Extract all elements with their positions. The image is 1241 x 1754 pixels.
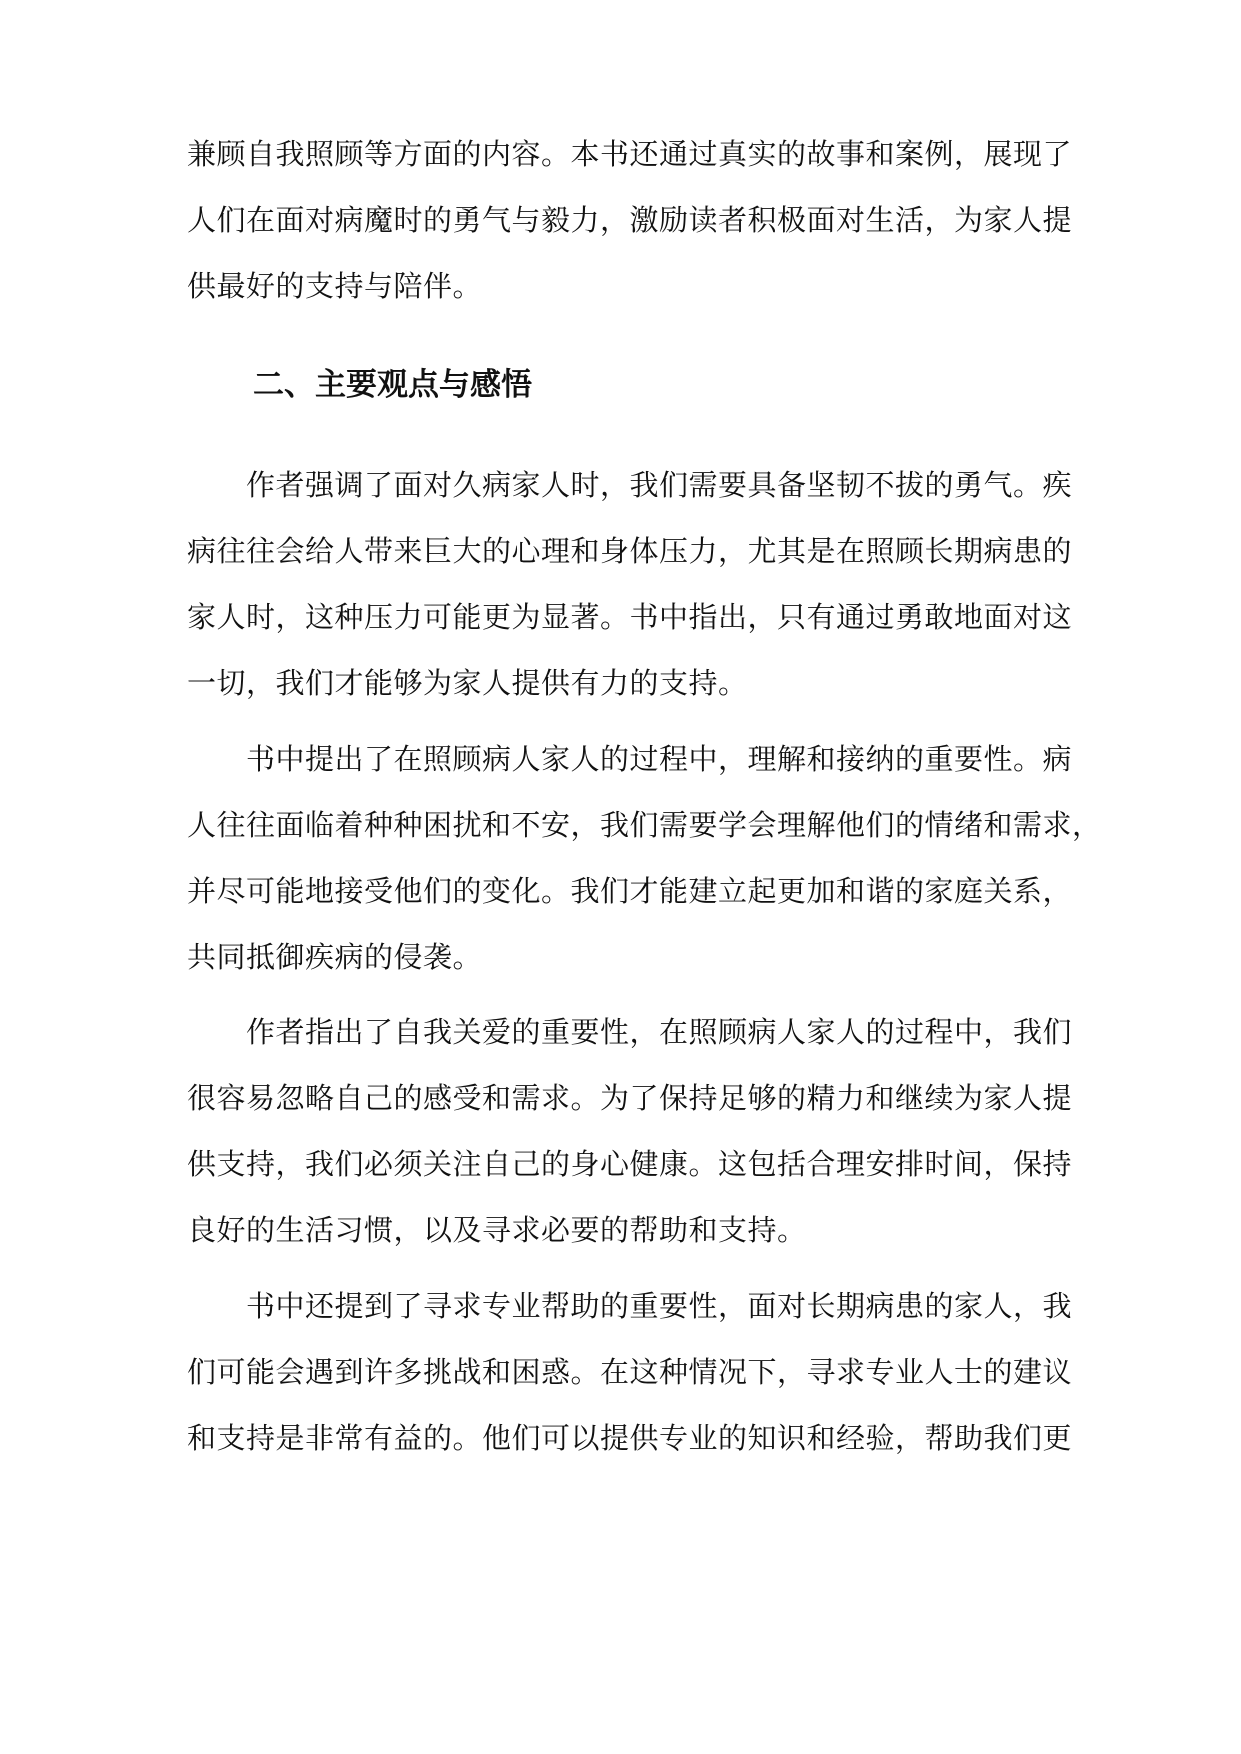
paragraph-3-line-4: 良好的生活习惯，以及寻求必要的帮助和支持。 <box>187 1213 807 1247</box>
paragraph-2-line-2: 人往往面临着种种困扰和不安，我们需要学会理解他们的情绪和需求， <box>187 808 1102 842</box>
section-heading: 二、主要观点与感悟 <box>253 367 532 403</box>
paragraph-3-line-1: 作者指出了自我关爱的重要性，在照顾病人家人的过程中，我们 <box>246 1015 1073 1049</box>
intro-line-3: 供最好的支持与陪伴。 <box>187 269 483 303</box>
paragraph-4-line-3: 和支持是非常有益的。他们可以提供专业的知识和经验，帮助我们更 <box>187 1421 1073 1455</box>
paragraph-3-line-3: 供支持，我们必须关注自己的身心健康。这包括合理安排时间，保持 <box>187 1147 1073 1181</box>
paragraph-1-line-3: 家人时，这种压力可能更为显著。书中指出，只有通过勇敢地面对这 <box>187 600 1073 634</box>
paragraph-1-line-1: 作者强调了面对久病家人时，我们需要具备坚韧不拔的勇气。疾 <box>246 468 1073 502</box>
intro-line-2: 人们在面对病魔时的勇气与毅力，激励读者积极面对生活，为家人提 <box>187 203 1073 237</box>
paragraph-3-line-2: 很容易忽略自己的感受和需求。为了保持足够的精力和继续为家人提 <box>187 1081 1073 1115</box>
paragraph-1-line-2: 病往往会给人带来巨大的心理和身体压力，尤其是在照顾长期病患的 <box>187 534 1073 568</box>
paragraph-1-line-4: 一切，我们才能够为家人提供有力的支持。 <box>187 666 748 700</box>
paragraph-4-line-1: 书中还提到了寻求专业帮助的重要性，面对长期病患的家人，我 <box>246 1289 1073 1323</box>
paragraph-2-line-3: 并尽可能地接受他们的变化。我们才能建立起更加和谐的家庭关系， <box>187 874 1073 908</box>
paragraph-4-line-2: 们可能会遇到许多挑战和困惑。在这种情况下，寻求专业人士的建议 <box>187 1355 1073 1389</box>
paragraph-2-line-1: 书中提出了在照顾病人家人的过程中，理解和接纳的重要性。病 <box>246 742 1073 776</box>
paragraph-2-line-4: 共同抵御疾病的侵袭。 <box>187 940 483 974</box>
intro-line-1: 兼顾自我照顾等方面的内容。本书还通过真实的故事和案例，展现了 <box>187 137 1073 171</box>
